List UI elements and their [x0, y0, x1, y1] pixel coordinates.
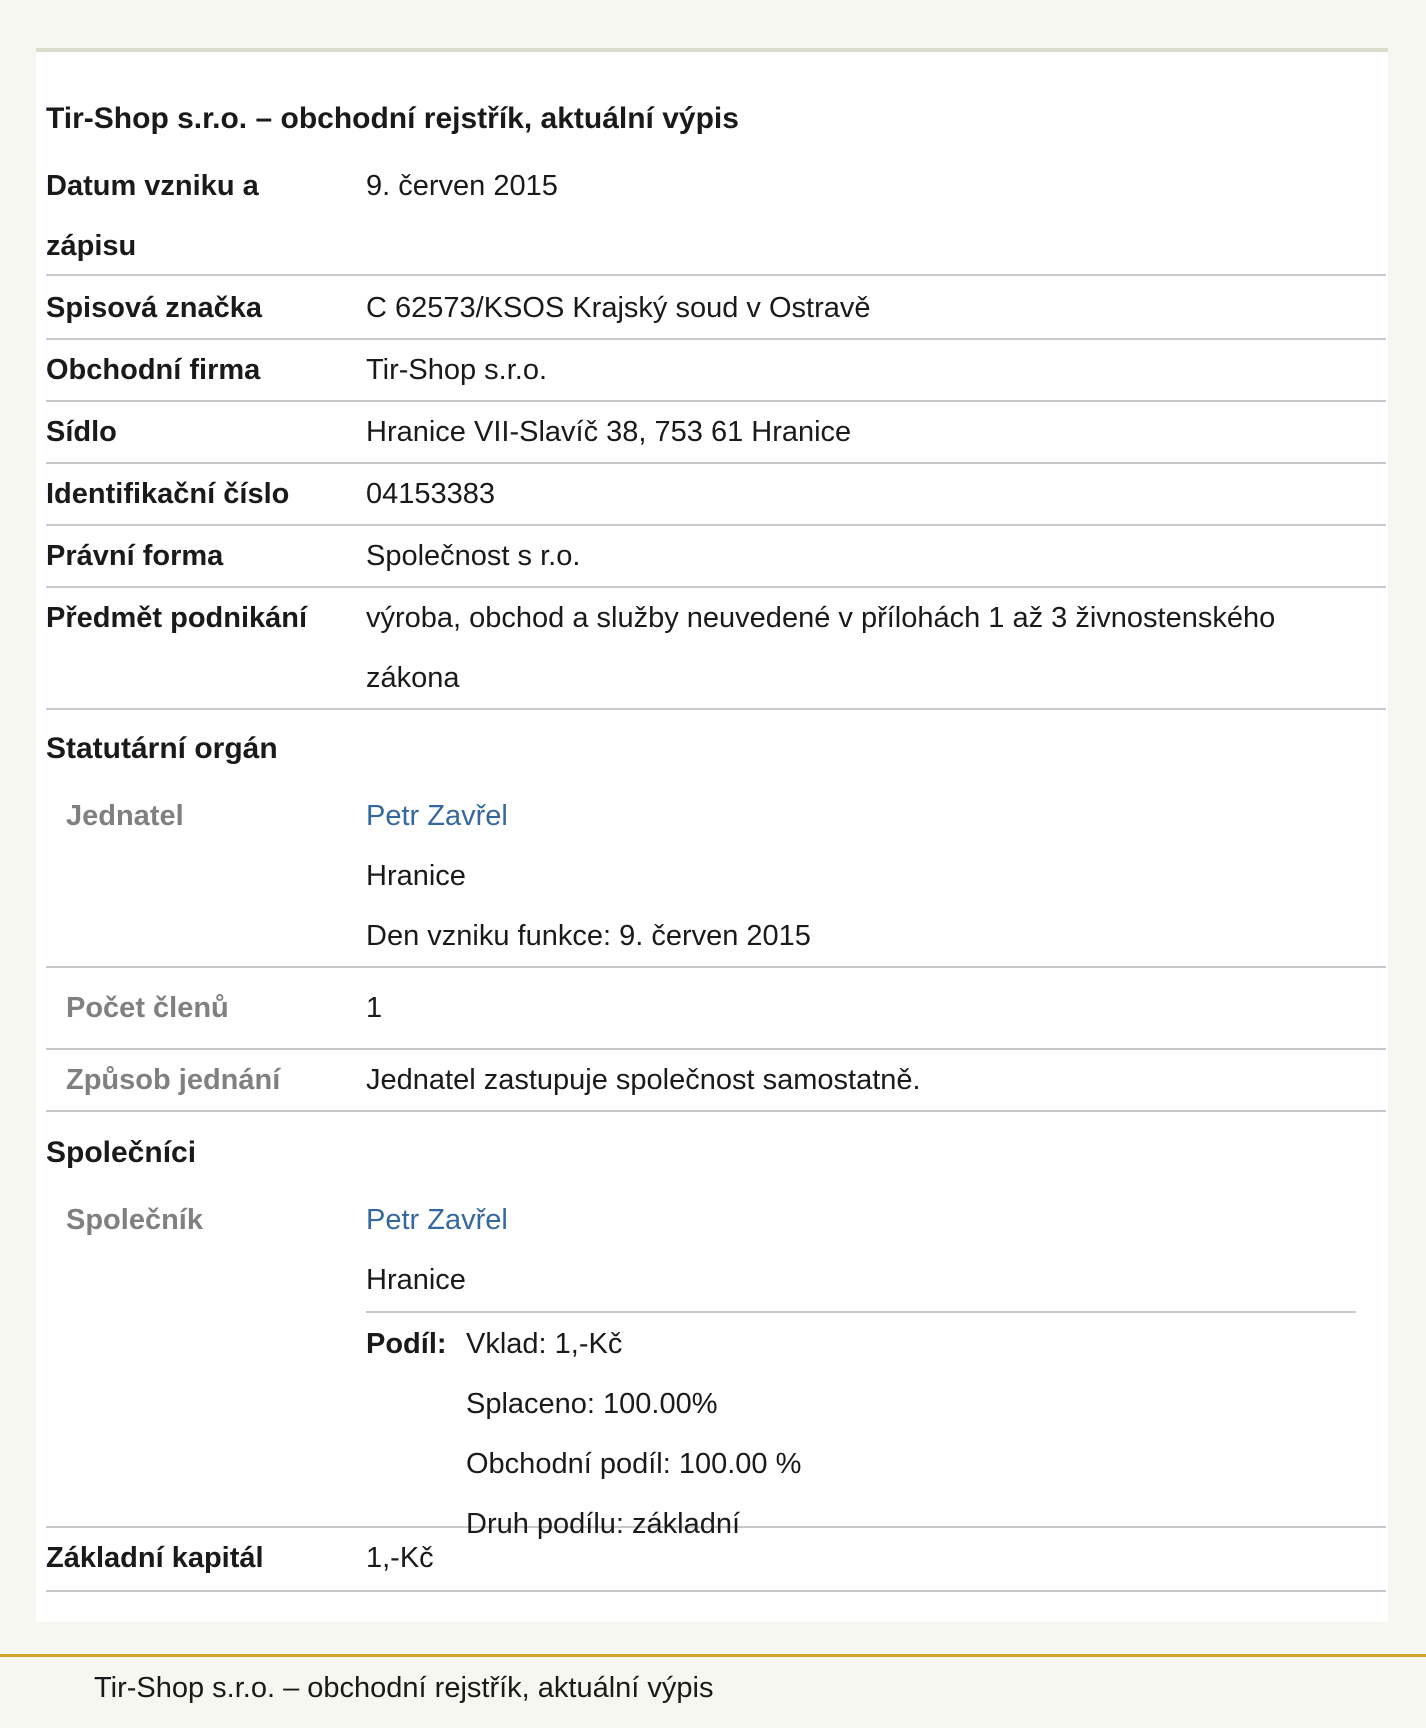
row-legal-form	[46, 526, 1386, 588]
row-executive	[46, 786, 1386, 968]
executive-name-link[interactable]: Petr Zavřel	[366, 800, 508, 832]
acting-method-label: Způsob jednání	[66, 1064, 281, 1096]
member-count-label: Počet členů	[66, 992, 229, 1024]
file-number-value: C 62573/KSOS Krajský soud v Ostravě	[366, 292, 871, 324]
page-title: Tir-Shop s.r.o. – obchodní rejstřík, aktuální výpis	[46, 102, 739, 135]
row-business-activity	[46, 588, 1386, 710]
business-name-value: Tir-Shop s.r.o.	[366, 354, 548, 386]
row-registered-capital	[46, 1528, 1386, 1592]
registered-office-label: Sídlo	[46, 416, 117, 448]
founding-date-label-line2: zápisu	[46, 230, 137, 262]
share-deposit: Vklad: 1,-Kč	[466, 1328, 623, 1360]
row-file-number	[46, 278, 1386, 340]
executive-city: Hranice	[366, 860, 466, 892]
company-id-value: 04153383	[366, 478, 496, 510]
partner-share-divider	[366, 1311, 1356, 1313]
row-founding-date	[46, 156, 1386, 276]
statutory-body-heading: Statutární orgán	[46, 732, 278, 765]
company-id-label: Identifikační číslo	[46, 478, 290, 510]
row-business-name	[46, 340, 1386, 402]
share-label: Podíl:	[366, 1328, 447, 1360]
footer-divider	[0, 1654, 1426, 1657]
share-business-share: Obchodní podíl: 100.00 %	[466, 1448, 802, 1480]
share-paid: Splaceno: 100.00%	[466, 1388, 718, 1420]
founding-date-value: 9. červen 2015	[366, 170, 558, 202]
registered-capital-value: 1,-Kč	[366, 1542, 434, 1574]
row-member-count	[46, 968, 1386, 1050]
partners-heading: Společníci	[46, 1136, 197, 1169]
business-activity-value-line2: zákona	[366, 662, 460, 694]
file-number-label: Spisová značka	[46, 292, 262, 324]
acting-method-value: Jednatel zastupuje společnost samostatně.	[366, 1064, 921, 1096]
founding-date-label-line1: Datum vzniku a	[46, 170, 259, 202]
footer-title: Tir-Shop s.r.o. – obchodní rejstřík, aktuální výpis	[94, 1672, 714, 1704]
row-acting-method	[46, 1050, 1386, 1112]
legal-form-label: Právní forma	[46, 540, 224, 572]
business-name-label: Obchodní firma	[46, 354, 261, 386]
row-registered-office	[46, 402, 1386, 464]
business-activity-label: Předmět podnikání	[46, 602, 308, 634]
share-type: Druh podílu: základní	[466, 1508, 741, 1540]
member-count-value: 1	[366, 992, 383, 1024]
row-partner	[46, 1190, 1386, 1540]
row-company-id	[46, 464, 1386, 526]
registered-office-value: Hranice VII-Slavíč 38, 753 61 Hranice	[366, 416, 852, 448]
partner-label: Společník	[66, 1204, 203, 1236]
legal-form-value: Společnost s r.o.	[366, 540, 581, 572]
registered-capital-label: Základní kapitál	[46, 1542, 264, 1574]
executive-since: Den vzniku funkce: 9. červen 2015	[366, 920, 811, 952]
register-extract-card	[36, 48, 1388, 1622]
partner-name-link[interactable]: Petr Zavřel	[366, 1204, 508, 1236]
partner-city: Hranice	[366, 1264, 466, 1296]
business-activity-value-line1: výroba, obchod a služby neuvedené v přílohách 1 až 3 živnostenského	[366, 602, 1276, 634]
executive-label: Jednatel	[66, 800, 184, 832]
